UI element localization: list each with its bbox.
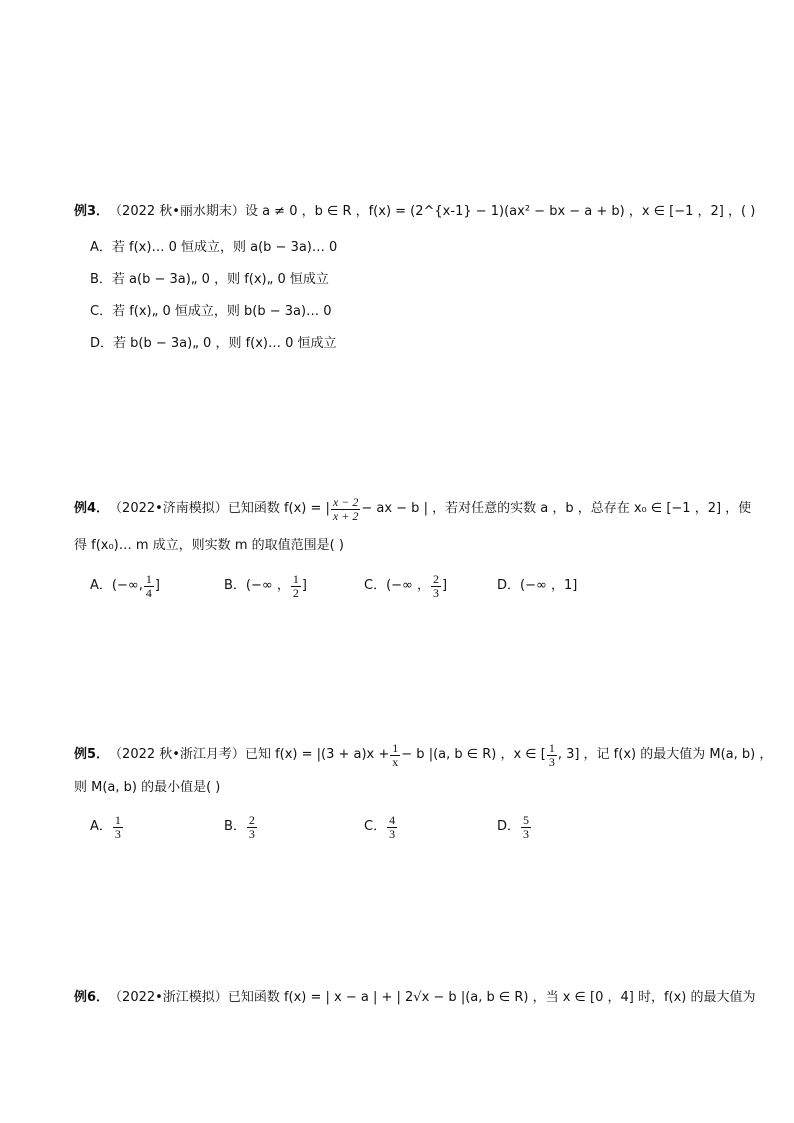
ex5-option-d-fraction [521, 814, 531, 841]
ex4-stem-prefix: 已知函数 f(x) = | [227, 501, 330, 516]
ex4-stem-line2 [74, 536, 344, 556]
ex4-option-b-letter: B． [224, 578, 246, 593]
ex5-stem-fraction-den: x [392, 754, 399, 769]
ex5-option-c-den: 3 [389, 826, 396, 841]
ex4-option-b-suffix: ] [301, 578, 307, 593]
ex5-option-a-fraction [113, 814, 123, 841]
ex5-option-c-letter: C． [364, 819, 387, 834]
ex3-option-c-text: 若 f(x)„ 0 恒成立，则 b(b − 3a)… 0 [112, 304, 332, 319]
ex4-option-c-den: 3 [433, 585, 440, 600]
ex5-stem-mid: − b |(a, b ∈ R) ，x ∈ [ [401, 747, 546, 762]
ex5-stem-fraction2-den: 3 [548, 754, 555, 769]
ex4-option-c[interactable] [364, 572, 447, 600]
ex5-option-d-letter: D． [497, 819, 521, 834]
ex4-stem-mid: − ax − b | ，若对任意的实数 a ，b ，总存在 x₀ ∈ [−1 ，2] ，使 [361, 501, 752, 516]
ex3-option-c[interactable] [90, 302, 331, 322]
ex4-option-b-prefix: (−∞ ， [245, 578, 290, 593]
ex4-label: 例4． [74, 501, 110, 516]
ex5-option-c-num: 4 [389, 812, 396, 827]
ex5-option-b-den: 3 [248, 826, 255, 841]
ex3-source: （2022 秋•丽水期末） [109, 204, 245, 219]
ex4-option-d-letter: D． [497, 578, 521, 593]
ex5-stem-line2-text: 则 M(a, b) 的最小值是( ) [74, 780, 221, 795]
ex4-option-a-prefix: (−∞, [111, 578, 143, 593]
ex4-option-b-fraction [291, 573, 301, 600]
ex5-stem-fraction2 [547, 742, 557, 769]
ex5-source: （2022 秋•浙江月考） [109, 747, 245, 762]
ex3-label: 例3． [74, 204, 110, 219]
ex4-option-a-fraction [144, 573, 154, 600]
ex5-option-d[interactable] [497, 812, 532, 842]
ex6-stem-line [74, 988, 756, 1008]
ex5-stem-line2 [74, 778, 220, 798]
ex4-option-c-letter: C． [364, 578, 387, 593]
ex5-option-c-fraction [387, 814, 397, 841]
ex5-stem-fraction [390, 742, 400, 769]
ex4-option-a-num: 1 [145, 571, 152, 586]
ex4-option-b-den: 2 [292, 585, 299, 600]
ex3-option-a-text: 若 f(x)… 0 恒成立，则 a(b − 3a)… 0 [111, 240, 338, 255]
ex4-option-c-suffix: ] [442, 578, 448, 593]
ex5-option-c[interactable] [364, 812, 398, 842]
ex5-stem-fraction-num: 1 [392, 740, 399, 755]
ex4-stem-line2-text: 得 f(x₀)… m 成立，则实数 m 的取值范围是( ) [74, 538, 344, 553]
ex3-option-b-letter: B． [90, 272, 112, 287]
ex4-option-a[interactable] [90, 572, 160, 600]
ex4-stem-line [74, 496, 751, 522]
ex4-option-c-prefix: (−∞ ， [386, 578, 431, 593]
ex3-option-d-letter: D． [90, 336, 114, 351]
ex3-option-d-text: 若 b(b − 3a)„ 0 ，则 f(x)… 0 恒成立 [113, 336, 337, 351]
ex5-option-b-letter: B． [224, 819, 246, 834]
ex6-stem: 已知函数 f(x) = | x − a | + | 2√x − b |(a, b ∈ R) ，当 x ∈ [0 ，4] 时，f(x) 的最大值为 [227, 990, 756, 1005]
ex5-stem-fraction2-num: 1 [548, 740, 555, 755]
ex5-option-b-fraction [247, 814, 257, 841]
ex4-option-c-fraction [431, 573, 441, 600]
ex4-source: （2022•济南模拟） [109, 501, 228, 516]
ex4-stem-fraction-den: x + 2 [332, 508, 359, 523]
ex5-label: 例5． [74, 747, 110, 762]
ex4-option-a-letter: A． [90, 578, 112, 593]
ex5-option-d-den: 3 [523, 826, 530, 841]
ex5-stem-prefix: 已知 f(x) = |(3 + a)x + [244, 747, 390, 762]
ex3-option-a[interactable] [90, 238, 337, 258]
ex3-stem-line [74, 202, 755, 222]
ex4-option-a-suffix: ] [154, 578, 160, 593]
ex3-stem: 设 a ≠ 0 ，b ∈ R ，f(x) = (2^{x-1} − 1)(ax² − bx − a + b) ，x ∈ [−1 ，2] ，( ) [244, 204, 756, 219]
ex3-option-d[interactable] [90, 334, 337, 354]
ex4-stem-fraction-num: x − 2 [332, 494, 359, 509]
ex4-stem-fraction [331, 496, 360, 523]
ex3-option-b[interactable] [90, 270, 329, 290]
ex3-option-b-text: 若 a(b − 3a)„ 0 ，则 f(x)„ 0 恒成立 [111, 272, 329, 287]
ex5-stem-line [74, 742, 772, 768]
ex4-option-d-prefix: (−∞ ，1] [520, 578, 578, 593]
ex4-option-b-num: 1 [292, 571, 299, 586]
ex4-option-b[interactable] [224, 572, 307, 600]
ex5-option-b-num: 2 [248, 812, 255, 827]
ex5-stem-suffix: , 3] ，记 f(x) 的最大值为 M(a, b) ， [557, 747, 773, 762]
ex4-option-c-num: 2 [433, 571, 440, 586]
ex6-source: （2022•浙江模拟） [109, 990, 228, 1005]
ex4-option-a-den: 4 [145, 585, 152, 600]
ex5-option-a-den: 3 [114, 826, 121, 841]
ex3-option-c-letter: C． [90, 304, 113, 319]
ex5-option-d-num: 5 [523, 812, 530, 827]
ex6-label: 例6． [74, 990, 110, 1005]
ex5-option-a-letter: A． [90, 819, 112, 834]
ex3-option-a-letter: A． [90, 240, 112, 255]
ex5-option-a[interactable] [90, 812, 124, 842]
ex4-option-d[interactable] [497, 572, 577, 600]
ex5-option-a-num: 1 [114, 812, 121, 827]
ex5-option-b[interactable] [224, 812, 258, 842]
